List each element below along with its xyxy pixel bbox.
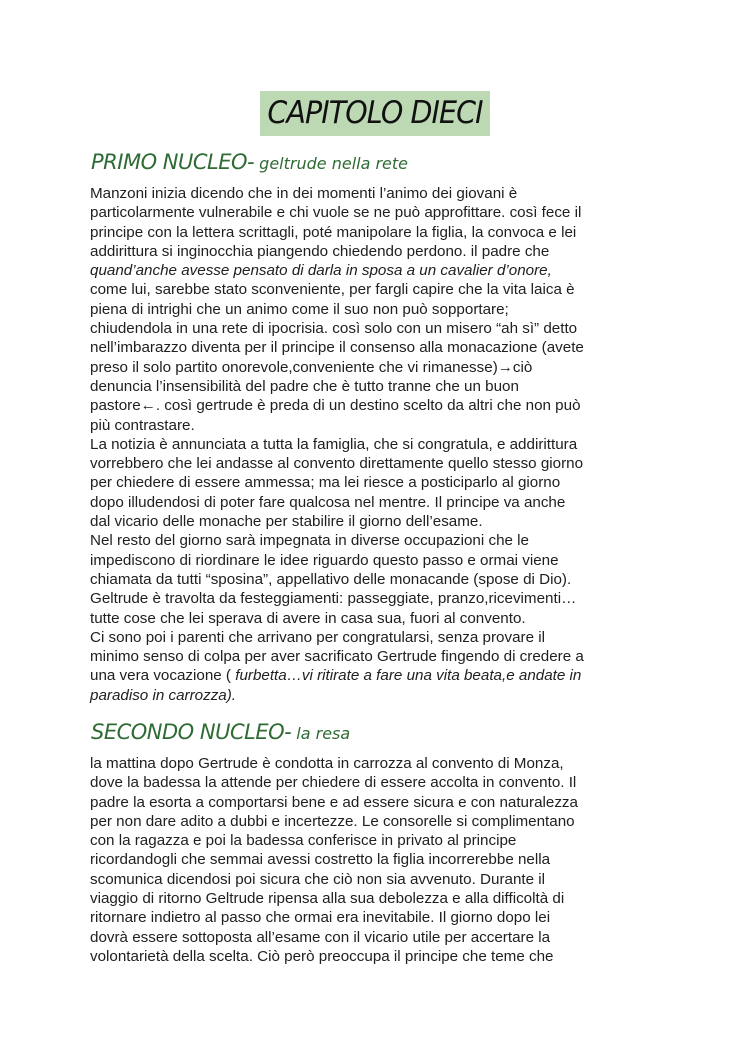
section-body-secondo-nucleo — [90, 754, 662, 966]
paragraph-line — [90, 666, 662, 685]
paragraph-line: più contrastare. — [90, 416, 195, 434]
paragraph-line: chiamata da tutti “sposina”, appellativo delle monacande (spose di Dio). — [90, 570, 572, 588]
paragraph-line: con la ragazza e poi la badessa conferisce in privato al principe — [90, 832, 517, 850]
title-container — [0, 91, 750, 136]
paragraph-line: denuncia l’insensibilità del padre che è tutto tranne che un buon — [90, 377, 519, 395]
paragraph-line: scomunica dicendosi poi sicura che ciò non sia avvenuto. Durante il — [90, 870, 546, 888]
paragraph-line: preso il solo partito onorevole,conveniente che vi rimanesse)→ciò — [90, 358, 533, 376]
paragraph-line: viaggio di ritorno Geltrude ripensa alla sua debolezza e alla difficoltà di — [90, 890, 565, 908]
paragraph-line: volontarietà della scelta. Ciò però preoccupa il principe che teme che — [90, 947, 554, 965]
paragraph-line: ritornare indietro al passo che ormai era inevitabile. Il giorno dopo lei — [90, 909, 551, 927]
paragraph-line: dopo illudendosi di poter fare qualcosa nel mentre. Il principe va anche — [90, 493, 566, 511]
paragraph-line: minimo senso di colpa per aver sacrificato Gertrude fingendo di credere a — [90, 648, 584, 666]
paragraph-line: dal vicario delle monache per stabilire il giorno dell’esame. — [90, 513, 483, 531]
section-heading-main: PRIMO NUCLEO- — [91, 150, 255, 174]
paragraph-line: impediscono di riordinare le idee riguardo questo passo e ormai viene — [90, 551, 559, 569]
section-heading-primo-nucleo — [91, 150, 408, 174]
paragraph-line: padre la esorta a comportarsi bene e ad essere sicura e con naturalezza — [90, 793, 578, 811]
paragraph-line: vorrebbero che lei andasse al convento direttamente quello stesso giorno — [90, 455, 584, 473]
paragraph-line: La notizia è annunciata a tutta la famiglia, che si congratula, e addirittura — [90, 435, 578, 453]
section-heading-sub: geltrude nella rete — [254, 154, 409, 173]
paragraph-line: principe con la lettera scrittagli, poté manipolare la figlia, la convoca e lei — [90, 223, 577, 241]
paragraph-line: addirittura si inginocchia piangendo chiedendo perdono. il padre che — [90, 242, 550, 260]
paragraph-line: piena di intrighi che un animo come il suo non può sopportare; — [90, 300, 509, 318]
paragraph-line: pastore←. così gertrude è preda di un destino scelto da altri che non può — [90, 397, 581, 415]
paragraph-line: Nel resto del giorno sarà impegnata in diverse occupazioni che le — [90, 532, 529, 550]
paragraph-line: per chiedere di essere ammessa; ma lei riesce a posticiparlo al giorno — [90, 474, 561, 492]
line-text: una vera vocazione ( — [90, 667, 236, 685]
section-heading-main: SECONDO NUCLEO- — [91, 720, 292, 744]
paragraph-line: nell’imbarazzo diventa per il principe il consenso alla monacazione (avete — [90, 339, 584, 357]
paragraph-line: particolarmente vulnerabile e chi vuole se ne può approfittare. così fece il — [90, 204, 582, 222]
line-text-italic: furbetta…vi ritirate a fare una vita beata,e andate in — [235, 667, 582, 685]
paragraph-line-italic: paradiso in carrozza). — [90, 686, 237, 704]
section-heading-sub: la resa — [291, 724, 351, 743]
section-body-primo-nucleo — [90, 184, 662, 705]
chapter-title: CAPITOLO DIECI — [260, 91, 490, 136]
paragraph-line-italic: quand’anche avesse pensato di darla in sposa a un cavalier d’onore, — [90, 262, 552, 280]
paragraph-line: come lui, sarebbe stato sconveniente, per fargli capire che la vita laica è — [90, 281, 575, 299]
paragraph-line: la mattina dopo Gertrude è condotta in carrozza al convento di Monza, — [90, 755, 564, 772]
paragraph-line: chiudendola in una rete di ipocrisia. così solo con un misero “ah sì” detto — [90, 320, 578, 338]
paragraph-line: dovrà essere sottoposta all’esame con il vicario utile per accertare la — [90, 928, 551, 946]
paragraph-line: per non dare adito a dubbi e incertezze. Le consorelle si complimentano — [90, 812, 575, 830]
paragraph-line: Manzoni inizia dicendo che in dei momenti l’animo dei giovani è — [90, 185, 518, 202]
paragraph-line: Geltrude è travolta da festeggiamenti: passeggiate, pranzo,ricevimenti… — [90, 590, 577, 608]
paragraph-line: ricordandogli che semmai avessi costretto la figlia incorrerebbe nella — [90, 851, 551, 869]
paragraph-line: tutte cose che lei sperava di avere in casa sua, fuori al convento. — [90, 609, 526, 627]
paragraph-line: dove la badessa la attende per chiedere di essere accolta in convento. Il — [90, 774, 577, 792]
section-heading-secondo-nucleo — [91, 720, 350, 744]
paragraph-line: Ci sono poi i parenti che arrivano per congratularsi, senza provare il — [90, 628, 546, 646]
